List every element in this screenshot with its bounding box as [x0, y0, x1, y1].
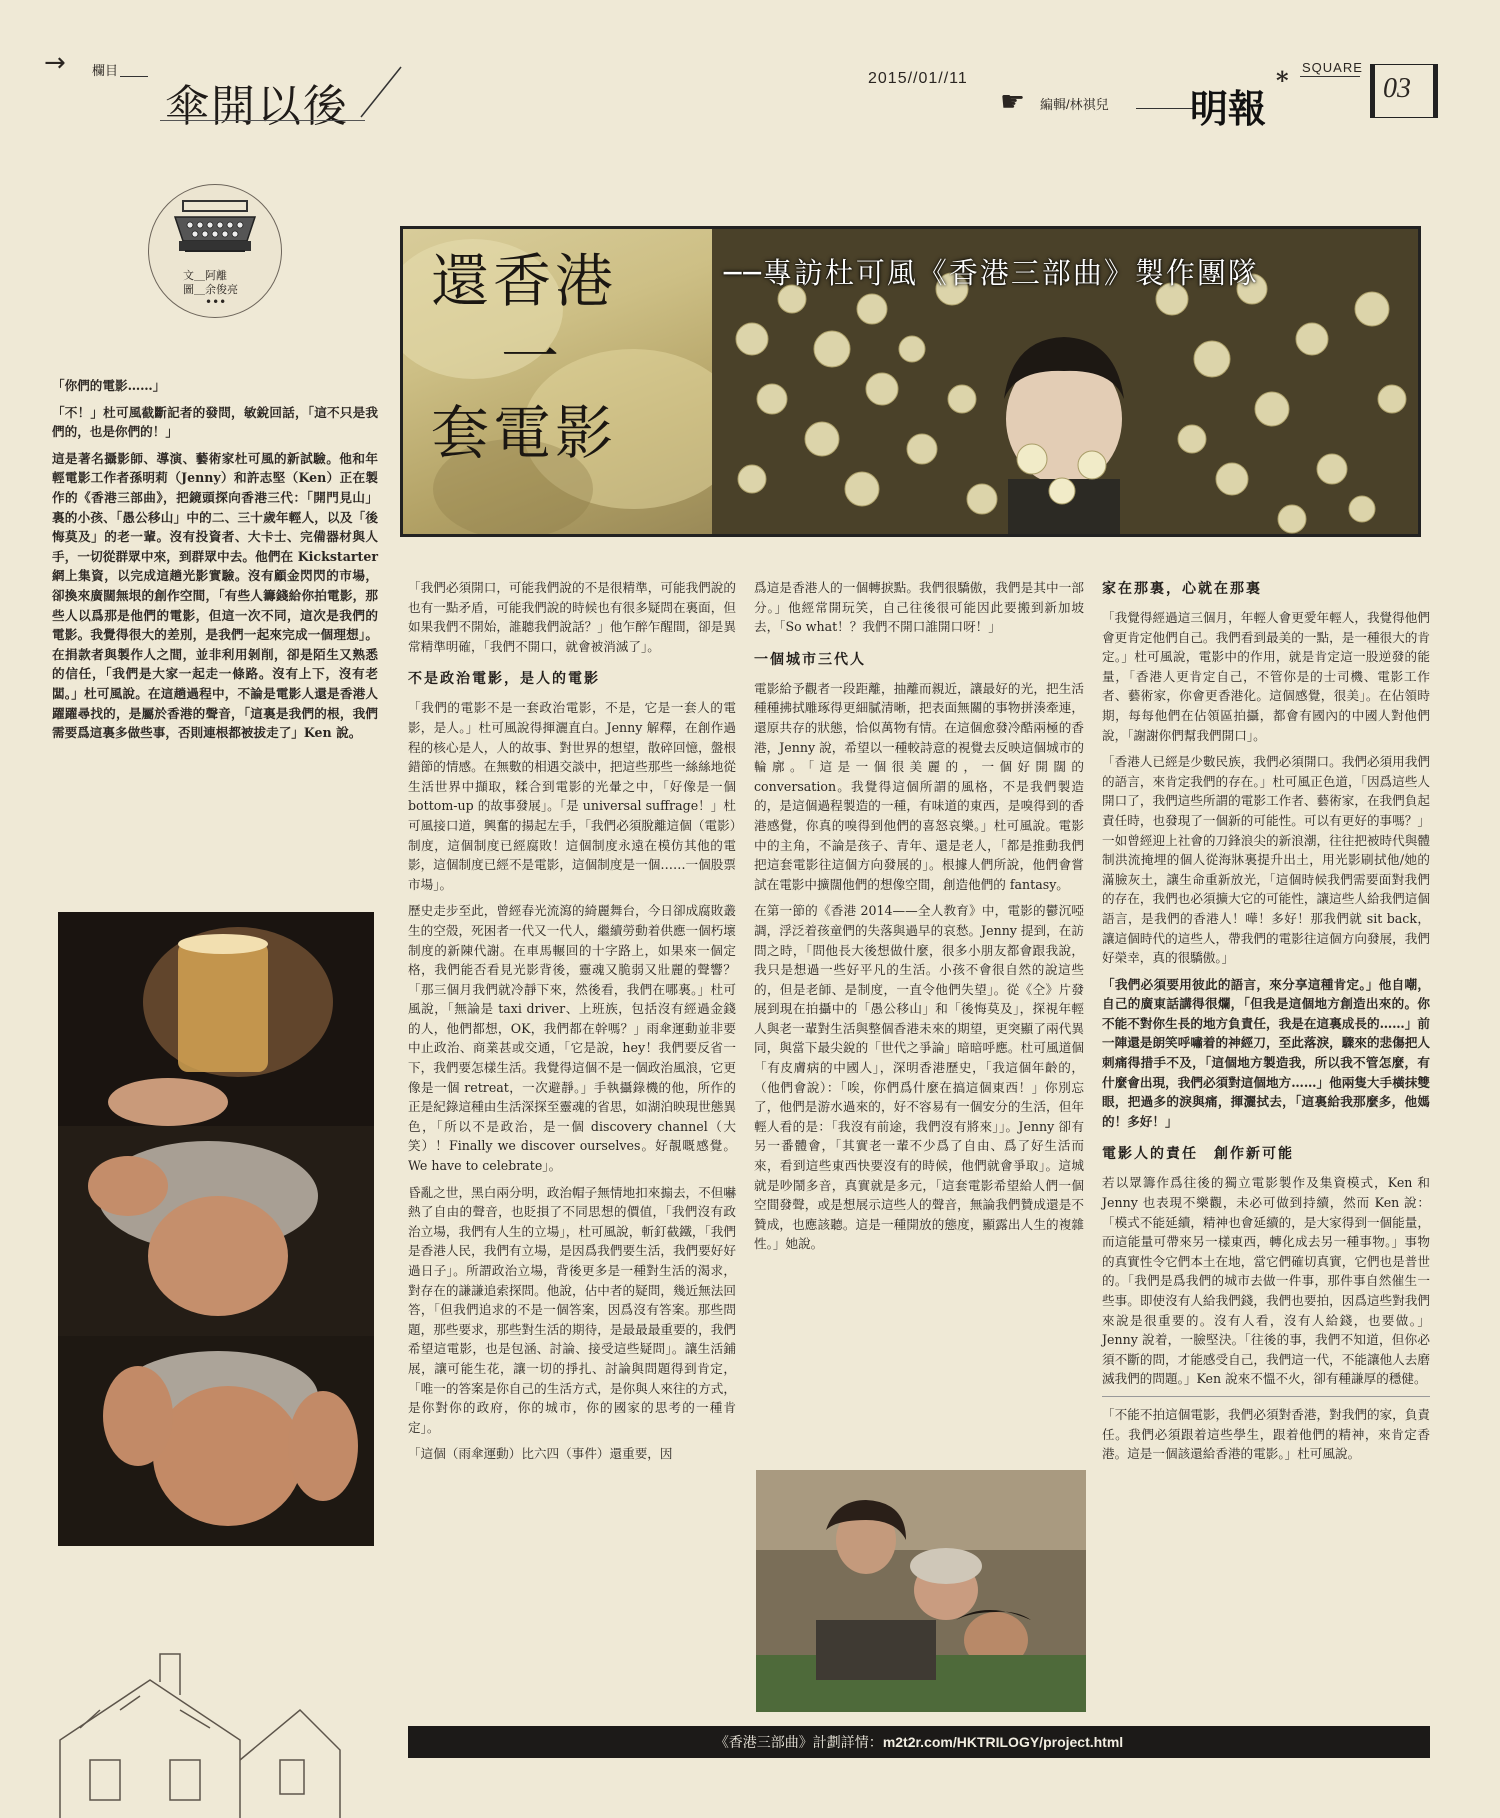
intro-para-3: 這是著名攝影師、導演、藝術家杜可風的新試驗。他和年輕電影工作者孫明莉（Jenny）和許志堅（Ken）正在製作的《香港三部曲》，把鏡頭探向香港三代：「開門見山」裏的小孩、「愚公移山」中的二、三十歲年輕人，以及「後悔莫及」的老一輩。沒有投資者、大卡士、完備器材與人手，一切從群眾中來，到群眾中去。他們在 Kickstarter 網上集資，以完成這趟光影實驗。沒有顧金閃閃的市場，卻換來廣闊無垠的創作空間，「有些人籌錢給你拍電影，那些人以爲那是他們的電影，但這一次不同，這次是我們的電影。我覺得很大的差別，是我們一起來完成一個理想」。在捐款者與製作人之間，並非利用剝削，卻是陌生又熟悉的信任，「我們是大家一起走一條路。沒有上下，沒有老闆。」杜可風說。在這趟過程中，不論是電影人還是香港人躍躍尋找的，是屬於香港的聲音，「這裏是我們的根，我們需要爲這裏多做些事，否則連根都被拔走了」Ken 說。	[52, 450, 378, 741]
paper-star: *	[1276, 66, 1289, 95]
intro-para-1: 「你們的電影……」	[52, 378, 166, 393]
project-url[interactable]: m2t2r.com/HKTRILOGY/project.html	[882, 1734, 1124, 1750]
article-column-2	[408, 578, 736, 1471]
intro-para-2: 「不！」杜可風截斷記者的發問，敏銳回話，「這不只是我們的，也是你們的！」	[52, 404, 378, 440]
editor-credit: 編輯/林祺兒	[1040, 97, 1109, 112]
col2-para-5: 「這個（雨傘運動）比六四（事件）還重要，因	[408, 1446, 673, 1462]
intro-column	[52, 376, 378, 750]
portrait-photo-1	[58, 912, 374, 1126]
portrait-photo-3	[58, 1336, 374, 1546]
typewriter-icon	[165, 195, 265, 265]
col4-para-1: 「我覺得經過這三個月，年輕人會更愛年輕人，我覺得他們會更肯定他們自己。我們看到最美的一點，是一種很大的肯定。」杜可風說，電影中的作用，就是肯定這一股逆發的能量，「香港人更肯定自己，不管你是的士司機、電影工作者、藝術家，你會更香港化。這個感覺，很美」。在佔領時期，每每他們在佔領區拍攝，都會有國內的中國人對他們說，「謝謝你們幫我們開口」。	[1102, 610, 1430, 743]
section-label: SQUARE	[1302, 60, 1363, 75]
col3-para-3: 在第一節的《香港 2014——全人教育》中，電影的鬱沉啞調，浮泛着孩童們的失落與過早的哀愁。Jenny 提到，在訪問之時，「問他長大後想做什麼，很多小朋友都會跟我說，我只是想過一些好平凡的生活。小孩不會很自然的說這些的，但是老師、是制度，一直令他們失望」。從《仝》片發展到現在拍攝中的「愚公移山」和「後悔莫及」，探視年輕人與老一輩對生活與整個香港未來的期望，更突顯了兩代異同，與當下最尖銳的「世代之爭論」暗暗呼應。杜可風道個「有皮膚病的中國人」，深明香港歷史，「我這個年齡的，（他們會說）：「唉，你們爲什麼在搞這個東西！」你別忘了，他們是游水過來的，好不容易有一個安分的生活，但年輕人看的是：「我沒有前途，我們沒有將來」」。Jenny 卻有另一番體會，「其實老一輩不少爲了自由、爲了好生活而來，看到這些東西快要沒有的時候，他們就會爭取」。這城就是吵鬧多音，真實就是多元，「這套電影希望給人們一個空間發聲，或是想展示這些人的聲音，無論我們贊成還是不贊成，也應該聽。這是一種開放的態度，顯露出人生的複雜性。」她說。	[754, 903, 1084, 1252]
issue-date: 2015//01//11	[868, 70, 968, 87]
team-photo	[756, 1470, 1086, 1712]
hero-photo	[712, 226, 1421, 537]
col2-para-1: 「我們必須開口，可能我們說的不是很精準，可能我們說的也有一點矛盾，可能我們說的時候也有很多疑問在裏面，但如果我們不開始，誰聽我們說話？」他乍醉乍醒間，卻是異常精準明確，「我們不開口，就會被消滅了」。	[408, 580, 736, 654]
project-info-bar	[408, 1726, 1430, 1758]
portrait-photo-2	[58, 1126, 374, 1336]
headline-block	[400, 226, 716, 537]
col4-para-2: 「香港人已經是少數民族，我們必須開口。我們必須用我們的語言，來肯定我們的存在。」杜可風正色道，「因爲這些人開口了，我們這些所謂的電影工作者、藝術家，在我們負起責任時，也發現了一個新的可能性。可以有更好的事嗎？」一如曾經迎上社會的刀鋒浪尖的新浪潮，往往把被時代與體制洪流掩埋的個人從海牀裏提升出土，用光影刷拭他/她的滿臉灰土，讓生命重新放光，「這個時候我們需要面對我們的存在，我們也必須擴大它的可能性，讓這些人給我們這個語言，是我們的香港人！嘩！多好！那我們就 sit back，讓這個時代的這些人，帶我們的電影往這個方向發展，我們好榮幸，真的很驕傲。」	[1102, 754, 1430, 966]
page-header	[0, 0, 1500, 130]
column-label: 欄目	[92, 64, 119, 79]
page-number-box	[1370, 64, 1438, 118]
col2-para-3: 歷史走步至此，曾經春光流瀉的綺麗舞台，今日卻成腐敗叢生的空殼，死困者一代又一代人，繼續勞動着供應一個朽壞制度的新陳代謝。在車馬輾回的十字路上，如果來一個定格，我們能否看見光影背後，靈魂又脆弱又壯麗的聲響？「那三個月我們就冷靜下來，然後看，我們在哪裏。」杜可風說，「無論是 taxi driver、上班族，包括沒有經過金錢的人，他們都想，OK，我們都在幹嗎？」雨傘運動並非要中止政治、商業甚或交通，「它是說，hey！我們要反省一下，我們要怎樣生活。我覺得這個不是一個政治風浪，它更像是一個 retreat，一次避靜。」手執攝錄機的他，所作的正是紀錄這種由生活深探至靈魂的省思，如湖泊映現世態異色，「所以不是政治，是一個 discovery channel（大笑）！Finally we discover ourselves。好靚嘅感覺。We have to celebrate」。	[408, 903, 736, 1174]
byline-dots: •••	[205, 295, 227, 309]
col3-subheading-1: 一個城市三代人	[754, 651, 866, 668]
col3-para-1: 爲這是香港人的一個轉捩點。我們很驕傲，我們是其中一部分。」他經常開玩笑，自己往後很可能因此要搬到新加坡去，「So what！？我們不開口誰開口呀！」	[754, 580, 1084, 635]
col4-para-3: 「我們必須要用彼此的語言，來分享這種肯定。」他自嘲，自己的廣東話講得很爛，「但我是這個地方創造出來的。你不能不對你生長的地方負責任，我是在這裏成長的……」前一陣還是朗笑呼嘯着的神經刀，至此落淚，驟來的悲傷把人刺痛得措手不及，「這個地方製造我，所以我不管怎麼，有什麼會出現，我們必須對這個地方……」他兩隻大手橫抹雙眼，把過多的淚與痛，揮灑拭去，「這裏給我那麼多，他媽的！多好！」	[1102, 976, 1430, 1129]
headline-main: 還香港 一 套電影	[431, 247, 618, 467]
arrow-icon: →	[44, 48, 66, 78]
writer-credit: 文＿阿離	[183, 270, 227, 282]
paper-name: 明報	[1190, 86, 1267, 131]
col4-para-4: 若以眾籌作爲往後的獨立電影製作及集資模式，Ken 和 Jenny 也表現不樂觀，未必可做到持續，然而 Ken 說：「模式不能延續，精神也會延續的，是大家得到一個能量，而這能量可帶來另一樣東西，轉化成去另一種事物。」事物的真實性令它們本土在地，當它們確切真實，它們也是普世的。「我們是爲我們的城市去做一件事，那件事自然催生一些事。即使沒有人給我們錢，我們也要拍，因爲這些對我們來說是很重要的。沒有人看，沒有人給錢，也要做。」Jenny 說着，一臉堅決。「往後的事，我們不知道，但你必須不斷的問，才能感受自己，我們這一代，不能讓他人去磨滅我們的問題。」Ken 說來不慍不火，卻有種謙厚的穩健。	[1102, 1175, 1430, 1387]
house-illustration	[40, 1640, 350, 1818]
headline-subtitle: ──專訪杜可風《香港三部曲》製作團隊	[724, 256, 1259, 290]
col3-para-2: 電影給予觀者一段距離，抽離而親近，讓最好的光，把生活種種拂拭雕琢得更細膩清晰，把表面無關的事物拼湊牽連，還原共存的狀態，恰似萬物有情。在這個愈發冷酷兩極的香港，Jenny 說，希望以一種較詩意的視覺去反映這個城市的輪廓。「這是一個很美麗的，一個好開闊的 conversation。我覺得這個所謂的風格，不是我們製造的，是這個過程製造的一種，有味道的東西，是嗅得到的香港感覺，你真的嗅得到他們的喜怒哀樂。」杜可風說。電影中的主角，不論是孩子、青年、還是老人，「都是推動我們把這套電影往這個方向發展的」。根據人們所說，他們會嘗試在電影中擴闊他們的想像空間，創造他們的 fantasy。	[754, 680, 1084, 892]
col4-subheading-1: 家在那裏，心就在那裏	[1102, 581, 1262, 597]
pointing-hand-icon: ☛	[1000, 85, 1026, 118]
byline-badge	[148, 184, 282, 318]
col4-para-5: 「不能不拍這個電影，我們必須對香港，對我們的家，負責任。我們必須跟着這些學生，跟着他們的精神，來肯定香港。這是一個該還給香港的電影。」杜可風說。	[1102, 1396, 1430, 1464]
column-title: 傘開以後	[165, 81, 349, 132]
col2-para-2: 「我們的電影不是一套政治電影，不是，它是一套人的電影，是人。」杜可風說得揮灑直白。Jenny 解釋，在創作過程的核心是人，人的故事、對世界的想望，散碎回憶，盤根錯節的情感。在無數的相遇交談中，把這些那些一絲絲地從生活世界中擷取，糅合到電影的光暈之中，「好像是一個 bottom-up 的故事發展」。「是 universal suffrage！」杜可風接口道，興奮的揚起左手，「我們必須脫離這個（電影）制度，這個制度已經腐敗！這個制度永遠在模仿其他的電影，這個制度已經不是電影，這個制度是一個……一個股票市場」。	[408, 700, 736, 892]
col2-para-4: 昏亂之世，黑白兩分明，政治帽子無情地扣來搧去，不但嚇熱了自由的聲音，也貶損了不同思想的價值，「我們沒有政治立場，我們有人生的立場」，杜可風說，斬釘截鐵，「我們是香港人民，我們有立場，是因爲我們要生活，我們要好好過日子」。所謂政治立場，背後更多是一種對生活的渴求，對存在的謙謙追索探問。他說，佔中者的疑問，幾近無法回答，「但我們追求的不是一個答案，因爲沒有答案。那些問題，那些要求，那些對生活的期待，是最最最重要的，我們希望這電影，也是包涵、討論、接受這些疑問」。讓生活鋪展，讓可能生花，讓一切的掙扎、討論與問題得到肯定，「唯一的答案是你自己的生活方式，是你與人來往的方式，是你對你的政府，你的城市，你的國家的思考的一種肯定」。	[408, 1184, 736, 1435]
col4-subheading-2: 電影人的責任 創作新可能	[1102, 1146, 1294, 1163]
photo-credit: 圖＿余俊亮	[183, 284, 238, 296]
project-info-label: 《香港三部曲》計劃詳情：	[714, 1734, 883, 1750]
article-column-3	[754, 578, 1084, 1261]
col2-subheading-1: 不是政治電影，是人的電影	[408, 671, 600, 688]
slash-decoration	[356, 62, 406, 122]
page-number: 03	[1383, 73, 1411, 104]
article-column-4	[1102, 578, 1430, 1471]
